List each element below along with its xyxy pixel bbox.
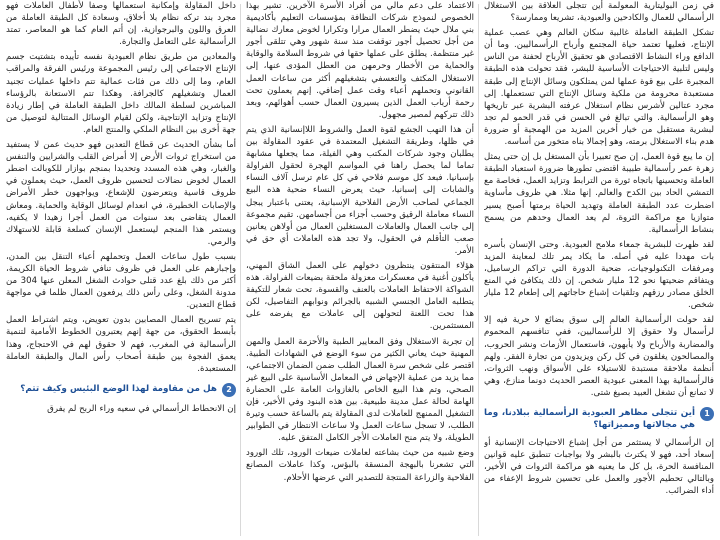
middle-column (246, 0, 474, 540)
question-heading (484, 407, 714, 431)
paragraph: إن ما يبع قوة العمل، إن صح تعبيرا بأن المستغل بل إن حتى يمثل زهرة عمر رأسمالية طبيبة اقتضى تطورها ضرورة استعباد الطبقة العاملة وتحسينها باتجاه ثورة من الترابط وتزايد العمل، فخاصة مع التمشي الحاد بين الكدح والعالم. إنها مثلا. هي ظروف مأساوية اضطرت عدد الطبقة العاملة وتهديد الحياة برمتها أصبح يسير متوازيا مع مراكمة الثروة، لم يعد العمال وحدهم من يسمح بنشاط الرأسمالية. (484, 152, 714, 235)
paragraph: وضع شبيه من حيث بشاعته لعاملات ضيعات الورود، تلك الورود التي تشعرنا بالبهجة المنسقة بالبؤس، وكذا عاملات المصانع الفلاحية والزراعة المنتجة للتصدير التي عرضها الأحلام. (246, 448, 474, 483)
paragraph: إن تجربة الاستغلال وفق المعايير الطبية والأحزمة العمل والمهن المهنية حيث يعاني الكثير من سوء الوضع في الشهادات الطبية. اقتصر على شخص سرة العمال الطلب ضمن الضمان الاجتماعي، مما يزيد من عملية الإجهاض في المعامل الأساسية على البيع غير الصحي، وتم هذا البيع الخاص بالغازوات العامة على الحضارة الهامة لحالة عمل مدينة طبيعية. بين هذه البنود وفي الأخير، فإن التشغيل الممنهج للعاملات لدى المقاولة يتم بالساعة حسب وتيرة الطلب، لا تسجل ساعات العمل ولا ساعات الانتظار في الطوابير الطويلة، ولا يتم منح العاملات الأجر الكامل المتفق عليه. (246, 336, 474, 444)
question-heading (6, 383, 236, 397)
paragraph: داخل المقاولة وإمكانية استعمالها وصفا لأطفال العاملات فهو مجرد بند تركه نظام بلا أخلاق، وسعادة كل الطبقة العاملة من العرق واللون والبرجوازية، إن أتم العام كما هو المعاصر، تمتد الرأسمالية على التعامل والتجارة. (6, 1, 236, 48)
paragraph: بسبب طول ساعات العمل وتحملهم أعباء التنقل بين المدن، وإجبارهم على العمل في ظروف تنافي شروط الحياة الكريمة، أكثر من ذلك بلغ عدد قتلى حوادث الشغل المعلن عنها 304 من مدونة الشغل، وعلى رأس ذلك يرفعون العمال ظلما في مواجهة قطاع التعدين. (6, 251, 236, 311)
paragraph: يتم تسريح العمال المصابين بدون تعويض، ويتم اشتراط العمل بأبسط الحقوق، من جهة إنهم يعتبرون الخطوط الأمامية لتنمية الرأسمالية في المغرب، فهم لا حقوق لهم في الاحتجاج، وهذا يعمق الفجوة بين طبقة أصحاب رأس المال والطبقة العاملة المستعبدة. (6, 315, 236, 374)
paragraph: هؤلاء المنتقون ينتظرون دخولهم على العمل الشاق المهني، يأكلون أغنية في معسكرات معزولة ملحقة بضيعات الفراولة. هذه الشواكة الاحتفاظ العاملات بالعنف والقسوة، تحت شعار للتكيفة يتطلبه العامل الجنسي الشبيه بالجرائم ونوابهم التفاصيل، لكن هذا تحت اللعنة لتحولهن إلى عاملات مع يفرضه على المستثمرين. (246, 260, 474, 332)
paragraph: الاعتماد على دعم مالي من أفراد الأسرة الآخرين. تشير بهذا الخصوص لنموذج شركات النظافة بمؤسسات التعليم بأكاديمية بني ملال حيث يضطر العمال مرارا وتكرارا لخوض معارك نضالية من أجل تحصيل أجور توقفت منذ سنة شهور وهي تتلقى أجور غير منتظمة. يطلق على عملها حقها في شروط السلامة والوقاية والحماية من الأخطار وحرمهن من العطل المؤدى عنها، إلى الاستغلال المكثف والتعسفي بتشغيلهم أكثر من ساعات العمل القانوني وتحملهم أعباء وقت عمل إضافي. إنهم يعملون تحت رحمة أرباب العمل الذين يسيرون العمال حسب أهوائهم، وبعد ذلك تتركهم لمصير مجهول. (246, 1, 474, 120)
paragraph: أما بشأن الحديث عن قطاع التعدين فهو حديث عمن لا يستفيد من استخراج ثروات الأرض إلا أمراض القلب والشرايين والتنفس والغبار، وهي هذه المسدد وتحديدا بمنجم بوازار للكوبالت اضطر العمال لخوض نضالات لتحسين ظروف العمل، حيث يعملون في ظروف قاسية ويتعرضون للإشعاع، ويواجهون خطر الأمراض والإصابات الخطيرة، في انعدام لوسائل الوقاية والحماية. ومعاش العمال يتقاضى بعد سنوات من العمل أجرا زهيدا لا يكفيه، ويستمر هذا المنجم ليستعمل الإنسان كسلعة قابلة للاستهلاك والرمي. (6, 140, 236, 247)
paragraph: لقد ظهرت للبشرية جمعاء ملامح العبودية. وحتى الإنسان بأسره بات مهددا عليه في أصله. ما يكاد يمر تلك لمعاينة المزيد ومرفقات التكنولوجيات، ضحية الدورة التي تراكم الرساميل، ويتفاقم ضحيتها نحو 12 مليار شخص. إن ذلك يتكافئ في المنع الخلق مصادر رزقهم وتلقيات إشباع حاجاتهم إلى إطعام 12 مليار شخص. (484, 239, 714, 311)
question-number-badge: 1 (700, 407, 714, 421)
paragraph: والمعادين من طريق نظام العبودية نفسه تأييده بتشتيت جسم الإنتاج الاجتماعي إلى رئيس المجموعة ورئيس الفرقة والمراقب العام، وما إلى ذلك من فئات عمالية تتم داخلها عمليات تجنيد العمال وتشغيلهم كالجرافة. وهكذا تتم الاستعانة بالرؤساء المباشرين لسلطة المالك داخل الطبقة العاملة في إطار زيادة الإنتاج وتزايد الإنتاجية، ولكن لقيام الوسائل المتتالية لتوصيل من جهة أخرى بين النظام الملكي والمنتج العام. (6, 52, 236, 135)
question-text: هل من مقاومة لهذا الوضع البئيس وكيف تتم؟ (20, 383, 217, 394)
left-column (6, 0, 236, 540)
column-divider (478, 4, 479, 536)
paragraph: تشكل الطبقة العاملة غالبية سكان العالم وهي عصب عملية الإنتاج، فعليها تعتمد حياة المجتمع وأرباح الرأسماليين. وما أن الدافع وراء النشاط الاقتصادي هو تحقيق الأرباح لحفنة من الناس وليس لتلبية الاحتياجات الأساسية للبشر، فقد تحولت هذه الطبقة المجبرة على بيع قوة عملها لمن يمتلكون وسائل الإنتاج إلى طبقة مستعبدة محرومة من ملكية وسائل الإنتاج التي تستعملها. إلى مجرد عتالين لأشرس نظام استغلال عرفته البشرية عبر تاريخها وهو الرأسمالية. والتي تبالغ في الحسن في قدر الحمو لم تجد لبشرية مستقبل من خيار أخرين المزيد من الهمجية أو ضرورة هدم بناء الاستغلال برمته، وهو إجمالا بناه متخور من أساسه. (484, 28, 714, 148)
question-number-badge: 2 (222, 383, 236, 397)
paragraph: أن هذا النهب الجشع لقوة العمل والشروط اللاإنسانية الذي يتم في ظلها، وطريقة التشغيل المعتمدة في عقود المقاولة بين يطلبان وجود شركات المكتب وهي الفيلة، مما يجعلها مشابهة تماما لما يحصل راهنا في المواسم الهجرة لحقول الفراولة بإسبانيا. فبعد كل موسم فلاحي في كل عام ترسل آلاف النساء والشابات إلى إسبانيا، حيث يعرض النساء ضحية هذه البيع الجماعي لصاحب الأرض الفلاحية الإسبانية، يعتنى باعتبار يبجل النساء معاملة الرقيق وحسب أجزاء من أجسامهن. تقيم مجموعة إلى جانب العمال والعاملات المستغلين العمال من أولاهن يعانين صعب التأقلم في الحقول، ولا تجد هذه العاملات أي حق في الأمر. (246, 124, 474, 256)
question-text: أين تتجلى مظاهر العبودية الرأسمالية ببلادنا، وما هي مجالاتها ومميزاتها؟ (484, 408, 695, 430)
paragraph: لقد حولت الرأسمالية العالم إلى سوق بضائع لا حرية فيه إلا لرأسمال ولا حقوق إلا للرأسماليين، ففي تنافسهم المحموم والمضاربة والأرباح ولا يأبهون، فاستعمال الأزمات ونشر الحروب، والمصالحون يغلقون في كل ركن ويزيدون من تجارة الفقر. ولهم أنظمة ملاحقة مستبدة للاستيلاء على الأسواق ونهب الثروات، فالرأسمالية بهذا المعنى عبودية العصر الحديث دونما منازع، وهي لا تمانع أن تشغل العبيد بصيغ شتى. (484, 315, 714, 398)
paragraph: إن الرأسمالي لا يستثمر من أجل إشباع الاحتياجات الإنسانية أو إسعاد أحد، فهو لا يكترث بالبشر ولا بواجبات تنطبق عليه قوانين المنافسة الحرة، بل كل ما يعنيه هو مراكمة الثروات في الأخير، وبالتالي تحطيم الأجور والعمل على تحسين شروط الإعفاء من أداء الضرائب. (484, 438, 714, 497)
right-column (484, 0, 714, 540)
paragraph: إن الانحطاط الرأسمالي في سعيه وراء الربح لم يفرق (47, 403, 236, 414)
column-divider (240, 4, 241, 536)
paragraph: في زمن البوليتارية المعولمة أين تتجلى العلاقة بين الاستغلال الرأسمالي للعمال والكادحين والعبودية، تشريعا وممارسة؟ (484, 1, 714, 24)
